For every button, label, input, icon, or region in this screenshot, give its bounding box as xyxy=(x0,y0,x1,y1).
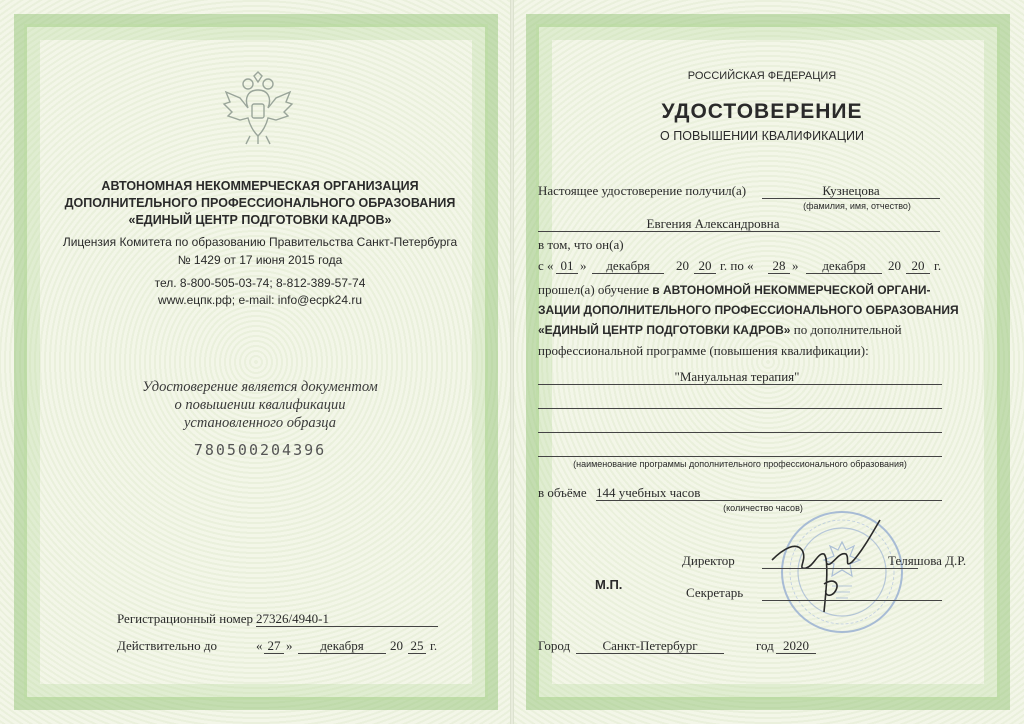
doc-note-line-2: о повышении квалификации xyxy=(174,397,346,413)
valid-close-quote: » xyxy=(286,638,293,653)
program-line-2 xyxy=(538,408,942,409)
doc-note-line-3: установленного образца xyxy=(184,415,336,431)
surname: Кузнецова xyxy=(822,183,880,198)
to-label: г. по « xyxy=(720,258,754,273)
surname-caption: (фамилия, имя, отчество) xyxy=(803,201,911,211)
program-caption: (наименование программы дополнительного профессионального образования) xyxy=(573,459,907,469)
to-year-suffix: г. xyxy=(934,258,942,273)
valid-day: 27 xyxy=(267,638,281,653)
to-month: декабря xyxy=(822,258,866,273)
reg-number-value: 27326/4940-1 xyxy=(256,611,329,626)
from-year-prefix: 20 xyxy=(676,258,689,273)
website-email: www.ецпк.рф; e-mail: info@ecpk24.ru xyxy=(157,293,363,307)
org-line-2: ДОПОЛНИТЕЛЬНОГО ПРОФЕССИОНАЛЬНОГО ОБРАЗОВАНИЯ xyxy=(64,196,456,210)
to-year-prefix: 20 xyxy=(888,258,901,273)
city-label: Город xyxy=(538,638,571,653)
program-line-4 xyxy=(538,456,942,457)
document-note xyxy=(80,378,440,432)
org-line-1: АВТОНОМНАЯ НЕКОММЕРЧЕСКАЯ ОРГАНИЗАЦИЯ xyxy=(101,179,419,193)
trained-text-4: профессиональной программе (повышения квалификации): xyxy=(538,342,869,358)
volume-caption: (количество часов) xyxy=(723,503,803,513)
from-close-quote: » xyxy=(580,258,587,273)
reg-number-label: Регистрационный номер xyxy=(117,611,253,626)
volume-value: 144 учебных часов xyxy=(596,485,701,500)
org-line-3: «ЕДИНЫЙ ЦЕНТР ПОДГОТОВКИ КАДРОВ» xyxy=(128,213,392,227)
serial-number: 780500204396 xyxy=(193,441,327,459)
valid-open-quote: « xyxy=(256,638,263,653)
from-prefix: с « xyxy=(538,258,554,273)
contacts xyxy=(60,275,460,309)
license-line-1: Лицензия Комитета по образованию Правительства Санкт-Петербурга xyxy=(62,235,458,249)
license-line-2: № 1429 от 17 июня 2015 года xyxy=(177,253,343,267)
director-signature-icon xyxy=(766,512,906,622)
valid-year-prefix: 20 xyxy=(390,638,403,653)
training-paragraph xyxy=(538,280,959,360)
that-label: в том, что он(а) xyxy=(538,237,624,252)
to-day: 28 xyxy=(772,258,786,273)
to-close-quote: » xyxy=(792,258,799,273)
valid-until-label: Действительно до xyxy=(117,638,217,653)
coat-of-arms-icon xyxy=(218,68,298,148)
from-month: декабря xyxy=(606,258,650,273)
program-line-3 xyxy=(538,432,942,433)
year-value: 2020 xyxy=(783,638,809,653)
volume-label: в объёме xyxy=(538,485,587,500)
director-name: Теляшова Д.Р. xyxy=(888,553,967,568)
secretary-signature-line xyxy=(762,600,942,601)
from-day: 01 xyxy=(560,258,574,273)
valid-year-suffix: г. xyxy=(430,638,438,653)
valid-month: декабря xyxy=(320,638,364,653)
center-fold xyxy=(510,0,514,724)
trained-text-1a: прошел(а) обучение xyxy=(538,282,650,297)
document-subtitle: О ПОВЫШЕНИИ КВАЛИФИКАЦИИ xyxy=(660,129,864,143)
country: РОССИЙСКАЯ ФЕДЕРАЦИЯ xyxy=(687,70,837,82)
document-title: УДОСТОВЕРЕНИЕ xyxy=(661,100,863,123)
right-page xyxy=(512,0,1024,724)
license-info xyxy=(60,233,460,269)
stamp-place-label: М.П. xyxy=(595,577,623,592)
to-year: 20 xyxy=(911,258,925,273)
given-names: Евгения Александровна xyxy=(646,216,780,231)
from-year: 20 xyxy=(698,258,712,273)
secretary-label: Секретарь xyxy=(686,585,744,600)
valid-year: 25 xyxy=(410,638,424,653)
doc-note-line-1: Удостоверение является документом xyxy=(142,379,378,395)
year-label: год xyxy=(756,638,774,653)
director-label: Директор xyxy=(682,553,735,568)
trained-text-3a: «ЕДИНЫЙ ЦЕНТР ПОДГОТОВКИ КАДРОВ» xyxy=(538,323,791,337)
city-value: Санкт-Петербург xyxy=(602,638,698,653)
organization-name xyxy=(60,178,460,229)
phone-numbers: тел. 8-800-505-03-74; 8-812-389-57-74 xyxy=(154,276,366,290)
trained-text-3b: по дополнительной xyxy=(793,322,902,337)
trained-text-2: ЗАЦИИ ДОПОЛНИТЕЛЬНОГО ПРОФЕССИОНАЛЬНОГО ОБРАЗОВАНИЯ xyxy=(538,302,959,317)
program-name: "Мануальная терапия" xyxy=(674,369,800,384)
received-label: Настоящее удостоверение получил(а) xyxy=(538,183,747,198)
trained-text-1b: в АВТОНОМНОЙ НЕКОММЕРЧЕСКОЙ ОРГАНИ- xyxy=(652,283,931,297)
